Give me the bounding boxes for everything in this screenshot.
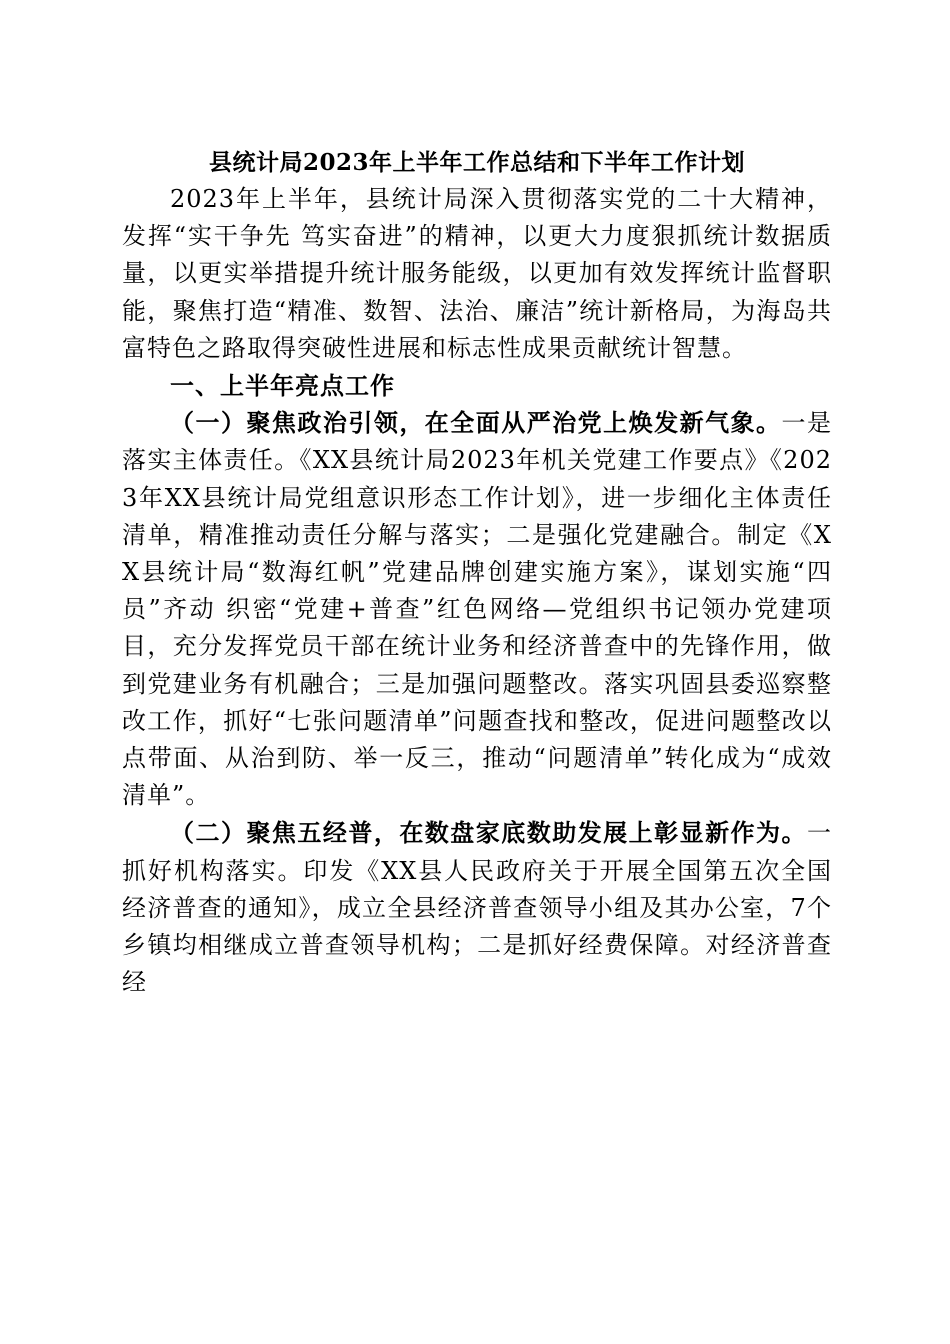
subsection-2-paragraph [122,814,832,1001]
subsection-2-body: 一抓好机构落实。印发《XX县人民政府关于开展全国第五次全国经济普查的通知》，成立全县经济普查领导小组及其办公室，7个乡镇均相继成立普查领导机构；二是抓好经费保障。对经济普查经 [122,819,832,997]
document-title: 县统计局2023年上半年工作总结和下半年工作计划 [208,149,745,176]
section-heading-1: 一、上半年亮点工作 [170,371,395,401]
subsection-1-body: 一是落实主体责任。《XX县统计局2023年机关党建工作要点》《2023年XX县统计局党组意识形态工作计划》，进一步细化主体责任清单，精准推动责任分解与落实；二是强化党建融合。制定《XX县统计局“数海红帆”党建品牌创建实施方案》，谋划实施“四员”齐动 织密“党建+普查”红色网络—党组织书记领办党建项目，充分发挥党员干部在统计业务和经济普查中的先锋作用，做到党建业务有机融合；三是加强问题整改。落实巩固县委巡察整改工作，抓好“七张问题清单”问题查找和整改，促进问题整改以点带面、从治到防、举一反三，推动“问题清单”转化成为“成效清单”。 [122,409,833,810]
subsection-1-paragraph [122,404,832,814]
document-page [122,144,832,1001]
subsection-2-heading: （二）聚焦五经普，在数盘家底数助发展上彰显新作为。 [170,818,807,848]
subsection-1-heading: （一）聚焦政治引领，在全面从严治党上焕发新气象。 [170,408,782,438]
intro-paragraph: 2023年上半年，县统计局深入贯彻落实党的二十大精神，发挥“实干争先 笃实奋进”的精神，以更大力度狠抓统计数据质量，以更实举措提升统计服务能级，以更加有效发挥统计监督职能，聚焦打造“精准、数智、法治、廉洁”统计新格局，为海岛共富特色之路取得突破性进展和标志性成果贡献统计智慧。 [122,185,832,362]
